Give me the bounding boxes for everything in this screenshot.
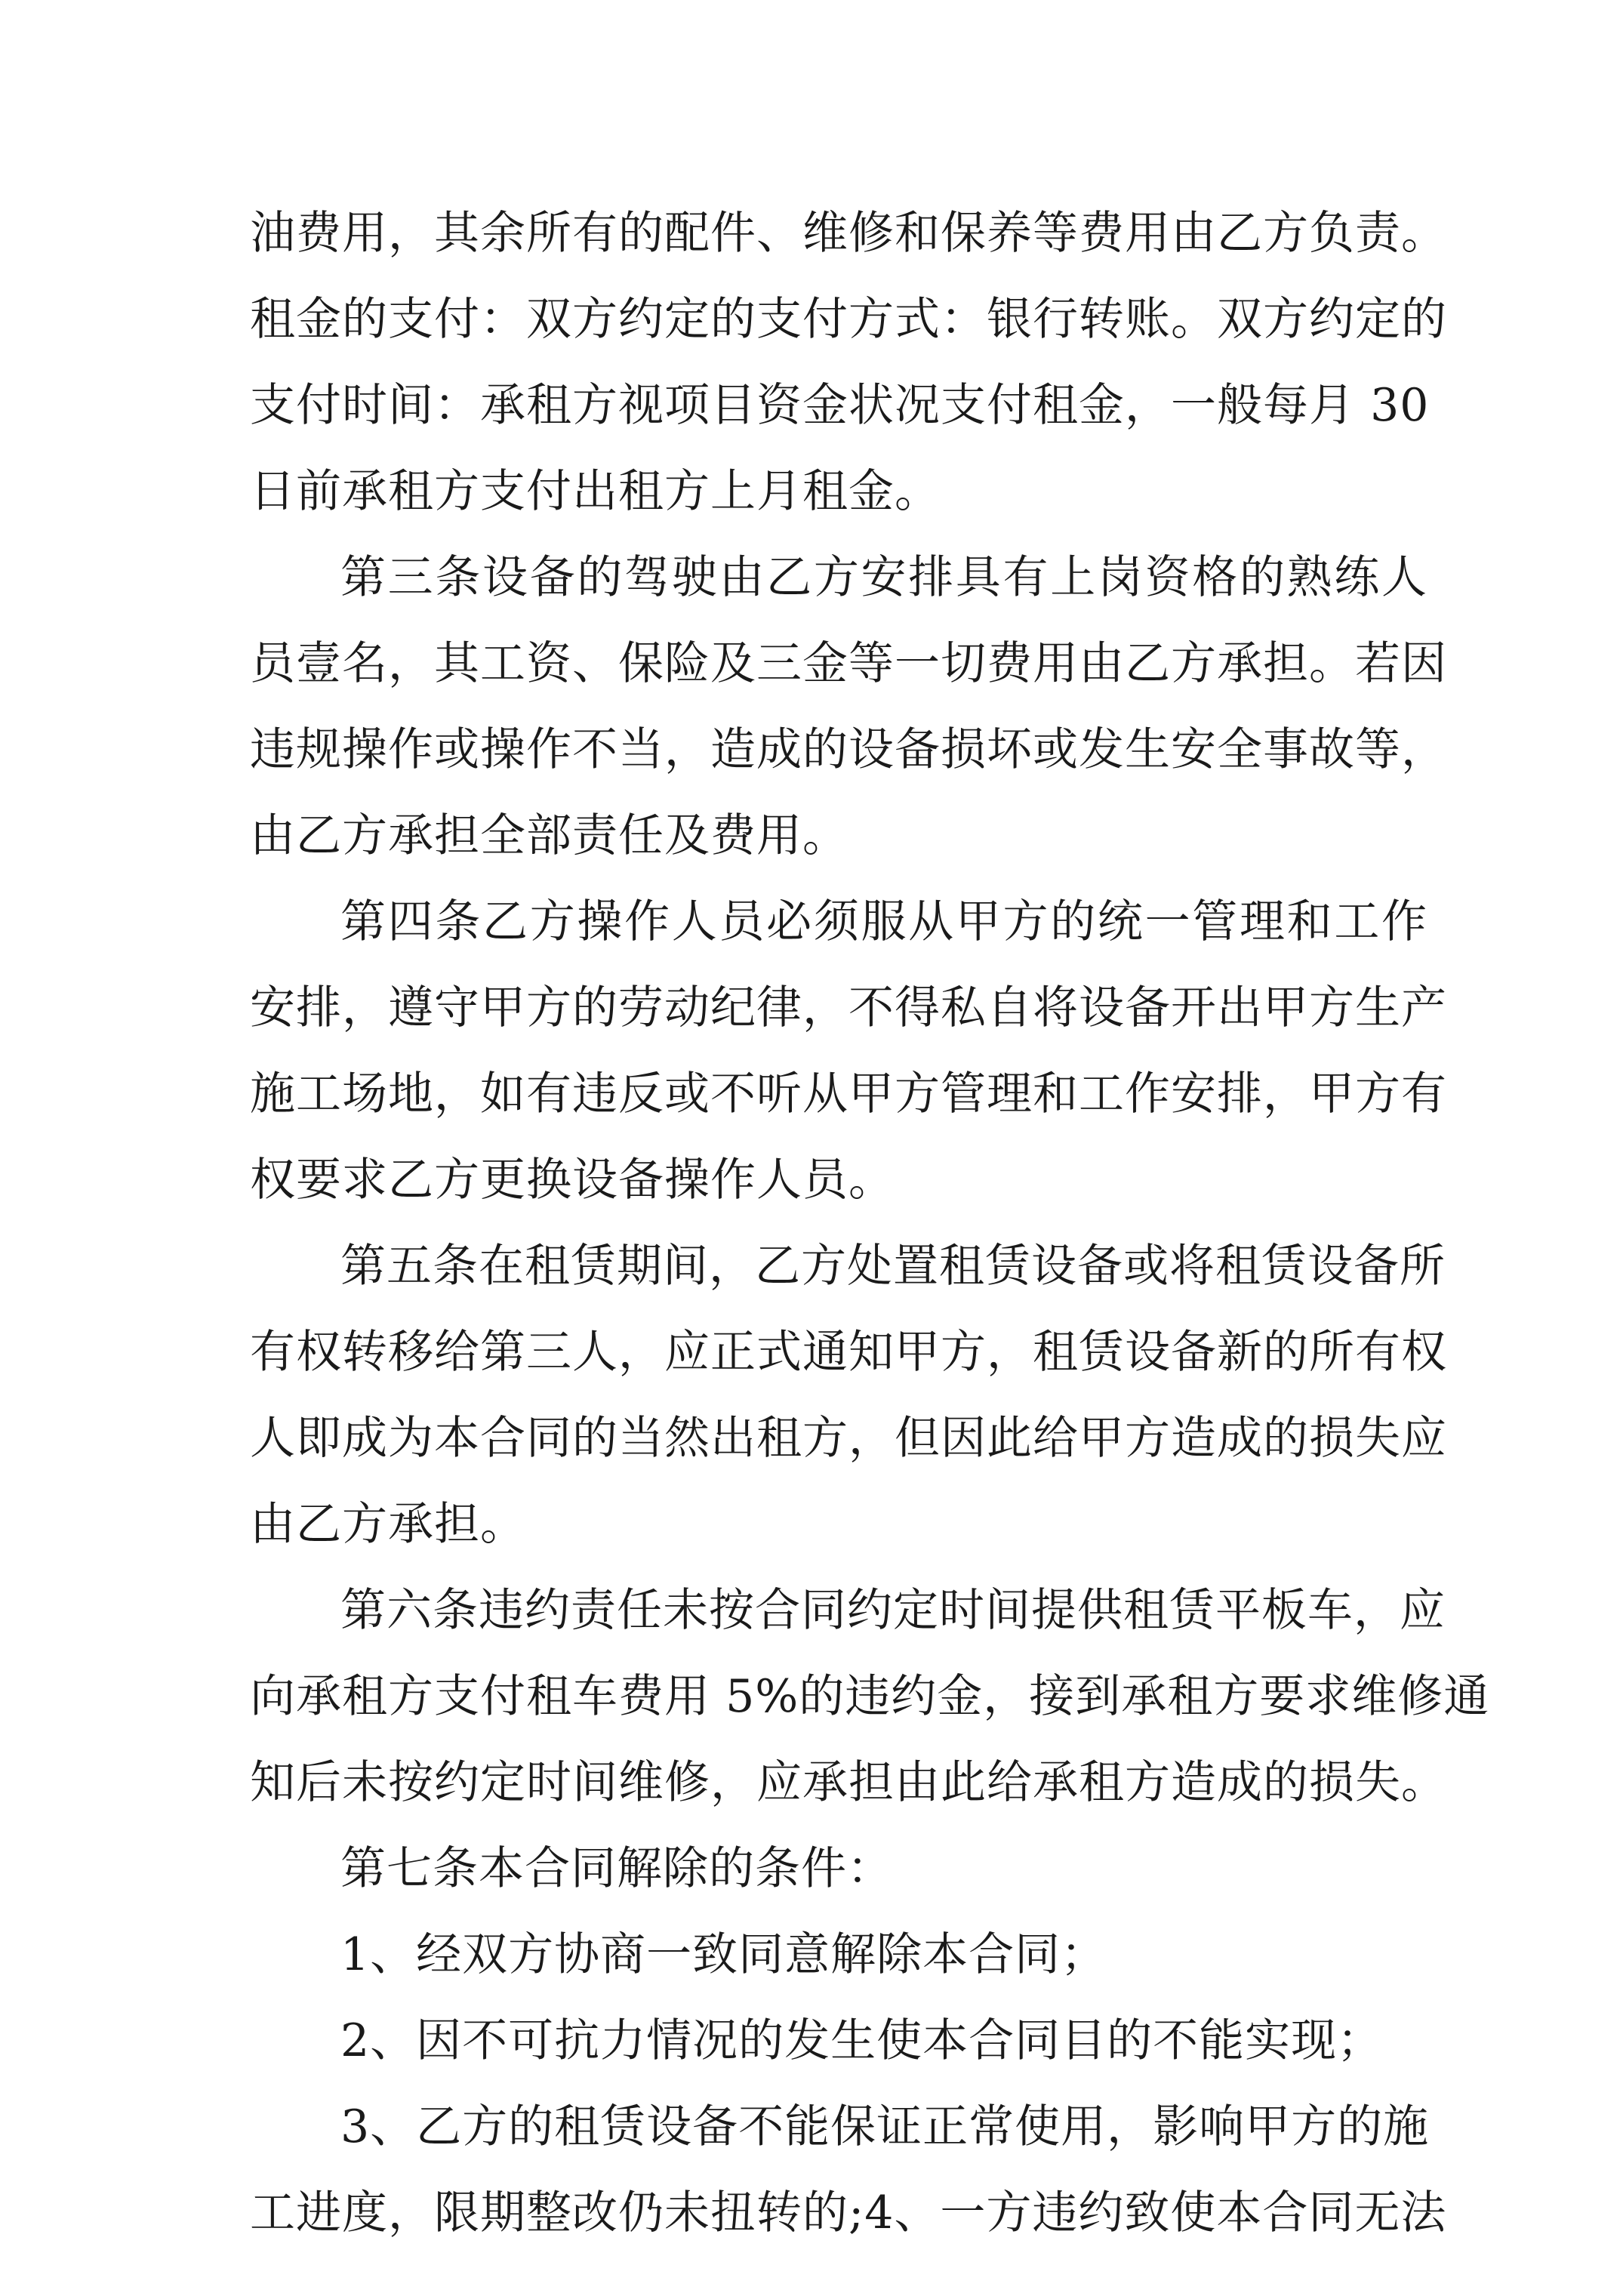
paragraph-start-line: 第七条本合同解除的条件：	[340, 1842, 893, 1895]
text-line: 人即成为本合同的当然出租方，但因此给甲方造成的损失应	[250, 1412, 1447, 1465]
text-line: 权要求乙方更换设备操作人员。	[250, 1154, 895, 1207]
list-item-line: 1、经双方协商一致同意解除本合同；	[340, 1928, 1107, 1981]
text-line: 知后未按约定时间维修，应承担由此给承租方造成的损失。	[250, 1756, 1447, 1809]
text-line: 由乙方承担。	[250, 1498, 526, 1551]
text-line: 由乙方承担全部责任及费用。	[250, 809, 848, 862]
text-line: 有权转移给第三人，应正式通知甲方，租赁设备新的所有权	[250, 1326, 1447, 1379]
paragraph-start-line: 第五条在租赁期间，乙方处置租赁设备或将租赁设备所	[340, 1240, 1446, 1293]
text-line: 租金的支付：双方约定的支付方式：银行转账。双方约定的	[250, 293, 1447, 346]
text-line: 向承租方支付租车费用 5%的违约金，接到承租方要求维修通	[250, 1670, 1490, 1723]
text-line: 安排，遵守甲方的劳动纪律，不得私自将设备开出甲方生产	[250, 982, 1447, 1034]
list-item-line: 2、因不可抗力情况的发生使本合同目的不能实现；	[340, 2014, 1384, 2067]
list-item-line: 3、乙方的租赁设备不能保证正常使用，影响甲方的施	[340, 2100, 1430, 2153]
text-line: 日前承租方支付出租方上月租金。	[250, 465, 941, 518]
text-line: 员壹名，其工资、保险及三金等一切费用由乙方承担。若因	[250, 637, 1447, 690]
text-line: 违规操作或操作不当，造成的设备损坏或发生安全事故等，	[250, 723, 1447, 776]
contract-body-text	[250, 190, 1490, 2256]
text-line: 工进度，限期整改仍未扭转的;4、一方违约致使本合同无法	[250, 2187, 1447, 2239]
paragraph-start-line: 第三条设备的驾驶由乙方安排具有上岗资格的熟练人	[340, 551, 1427, 604]
paragraph-start-line: 第六条违约责任未按合同约定时间提供租赁平板车，应	[340, 1584, 1446, 1637]
text-line: 施工场地，如有违反或不听从甲方管理和工作安排，甲方有	[250, 1068, 1447, 1120]
text-line: 油费用，其余所有的配件、维修和保养等费用由乙方负责。	[250, 207, 1447, 260]
text-line: 支付时间：承租方视项目资金状况支付租金，一般每月 30	[250, 379, 1430, 432]
paragraph-start-line: 第四条乙方操作人员必须服从甲方的统一管理和工作	[340, 895, 1427, 948]
